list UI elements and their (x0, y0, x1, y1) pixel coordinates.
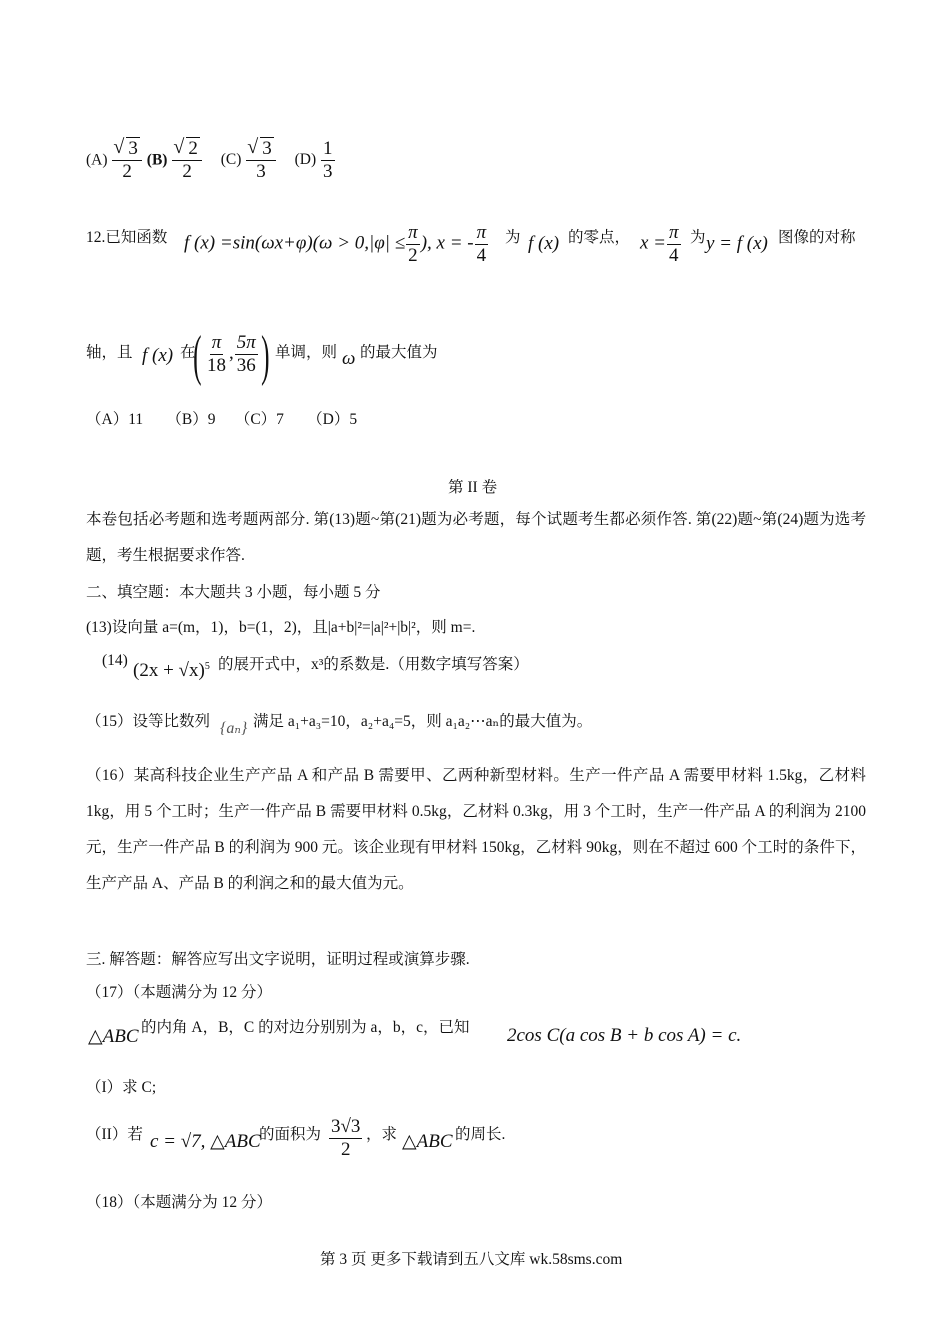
section2-title: 第 II 卷 (448, 479, 498, 496)
q17-part-2-ask: ，求 (366, 1126, 398, 1143)
q14-expression: $(2x + √x)^5$ (133, 660, 210, 681)
q12-zero-point: 的零点， (568, 229, 631, 246)
q17-part-2-area: 的面积为 (259, 1126, 322, 1143)
q12-axis-1: 图像的对称 (778, 229, 856, 246)
q12-wei1: 为 (505, 229, 521, 246)
q11-opt-b-label: (B) (146, 151, 168, 169)
q15-sequence: {aₙ} (220, 720, 248, 737)
q12-omega: ω (342, 348, 356, 369)
q17-equation: 2cos C(a cos B + b cos A) = c. (507, 1025, 742, 1046)
q17-part-1: （I）求 C; (86, 1079, 157, 1096)
q12-function: f (x) =sin(ωx+φ)(ω > 0,|φ| ≤ $\frac{\pi}{2}$ ), x = - $\frac{\pi}{4}$ (184, 222, 487, 266)
q12-wei2: 为 (690, 229, 706, 246)
q12-interval: $\frac{\pi}{18}$ , $\frac{5\pi}{36}$ (207, 332, 256, 376)
fill-in-heading: 二、填空题：本大题共 3 小题，每小题 5 分 (86, 584, 381, 601)
q12-max: 的最大值为 (360, 344, 438, 361)
q11-opt-a-frac: √ $\frac{3}{2}$ (112, 138, 142, 183)
q18-heading: （18）（本题满分为 12 分） (86, 1194, 273, 1211)
q17-part-2-fraction: $\frac{3√3}{2}$ (331, 1116, 361, 1160)
q12-fx-2: f (x) (142, 345, 174, 366)
q12-zai: 在 (180, 344, 196, 361)
q11-opt-b-frac: √ $\frac{2}{2}$ (172, 138, 202, 183)
section2-intro: 本卷包括必考题和选考题两部分. 第(13)题~第(21)题为必考题，每个试题考生都必须作答. 第(22)题~第(24)题为选考题，考生根据要求作答. (86, 511, 866, 564)
q12-fx: f (x) (528, 233, 560, 254)
q12-x-eq: x = $\frac{\pi}{4}$ (640, 222, 679, 266)
q11-opt-a-label: (A) (86, 151, 108, 169)
q11-opt-c-frac: √ $\frac{3}{3}$ (246, 138, 276, 183)
q17-text: 的内角 A，B，C 的对边分别别为 a，b，c，已知 (141, 1019, 470, 1036)
q14-label: (14) (102, 652, 128, 669)
q11-opt-d-frac: $\frac{1}{3}$ (323, 138, 333, 182)
q16: （16）某高科技企业生产产品 A 和产品 B 需要甲、乙两种新型材料。生产一件产品 A 需要甲材料 1.5kg，乙材料 1kg，用 5 个工时；生产一件产品 B 需要甲材料 0.5kg，乙材料 0.3kg，用 3 个工时，生产一件产品 A 的利润为 2100 元，生产一件产品 B 的利润为 900 元。该企业现有甲材料 150kg，乙材料 90kg，则在不超过 600 个工时的条件下，生产产品 A、产品 B 的利润之和的最大值为元。 (86, 767, 866, 892)
q12-right-paren: ) (261, 325, 270, 387)
q13: (13)设向量 a=(m，1)，b=(1，2)，且|a+b|²=|a|²+|b|²，则 m=. (86, 619, 476, 636)
q17-heading: （17）（本题满分为 12 分） (86, 984, 273, 1001)
q17-part-2-triangle: △ABC (402, 1131, 453, 1152)
q11-opt-d-label: (D) (294, 151, 317, 169)
q12-y-fx: y = f (x) (706, 233, 768, 254)
section3-heading: 三. 解答题：解答应写出文字说明，证明过程或演算步骤. (86, 951, 470, 968)
q12-options: （A）11 （B）9 （C）7 （D）5 (86, 411, 358, 428)
q17-part-2-c: c = √7, △ABC (150, 1131, 261, 1152)
q17-triangle: △ABC (88, 1026, 139, 1047)
q15-label: （15）设等比数列 (86, 713, 211, 730)
q12-monotone: 单调，则 (275, 344, 338, 361)
q17-part-2-prefix: （II）若 (86, 1126, 143, 1143)
page-footer: 第 3 页 更多下载请到五八文库 wk.58sms.com (320, 1251, 623, 1268)
q11-opt-c-label: (C) (220, 151, 242, 169)
q14-text: 的展开式中，x³的系数是.（用数字填写答案） (218, 656, 529, 673)
q12-left-paren: ( (193, 325, 202, 387)
q11-options (86, 138, 336, 190)
q15-text: 满足 a₁+a₃=10，a₂+a₄=5，则 a₁a₂⋯aₙ的最大值为。 (253, 713, 593, 730)
q17-part-2-end: 的周长. (455, 1126, 506, 1143)
q12-axis-2: 轴，且 (86, 344, 133, 361)
q12-prefix: 12.已知函数 (86, 229, 168, 246)
